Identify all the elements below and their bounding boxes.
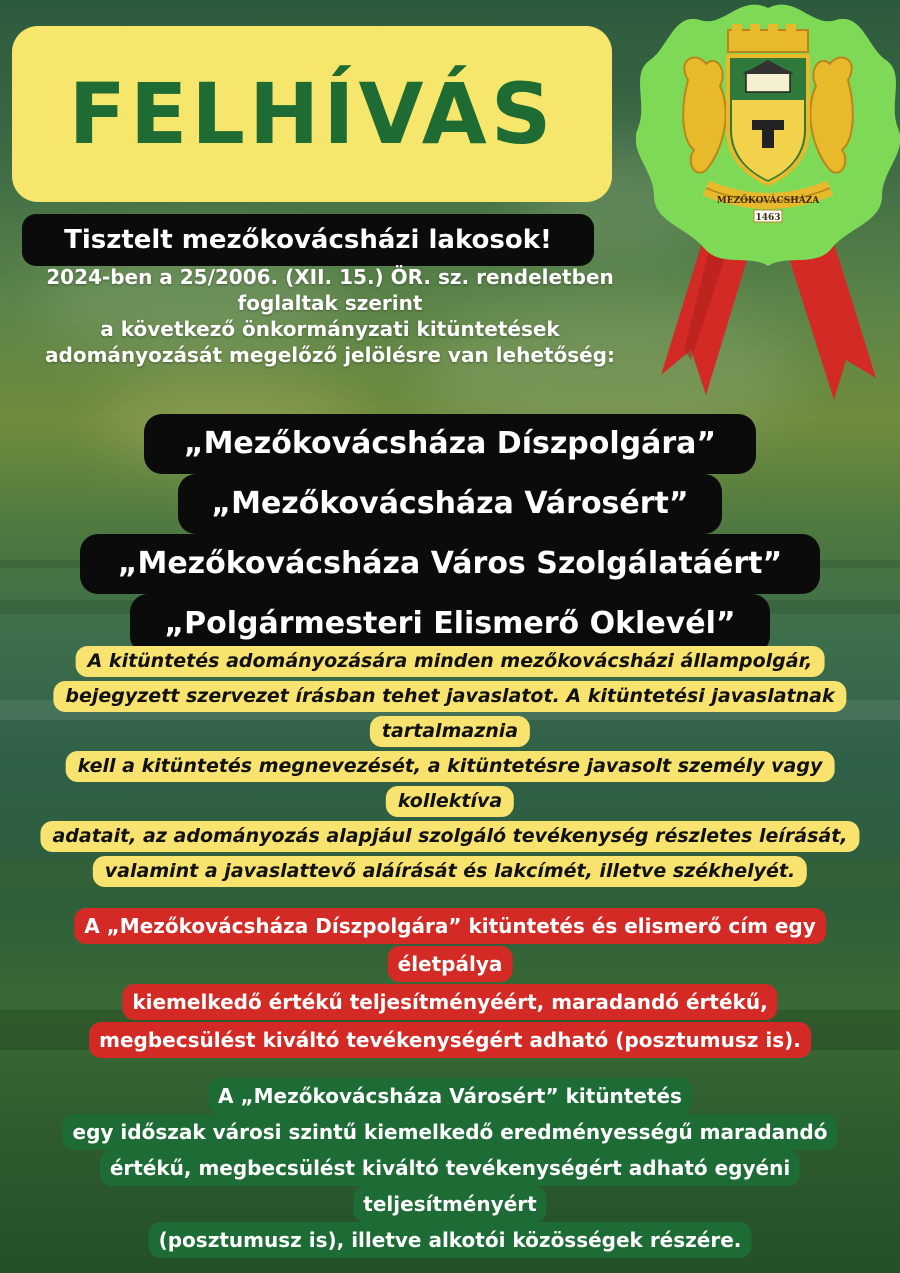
- greeting-heading: Tisztelt mezőkovácsházi lakosok!: [22, 214, 594, 266]
- intro-paragraph: [0, 264, 660, 368]
- crest-year: 1463: [755, 213, 781, 223]
- honorary-citizen-line: életpálya: [388, 946, 513, 982]
- for-the-town-line: értékű, megbecsülést kiváltó tevékenységért adható egyéni: [100, 1150, 800, 1186]
- for-the-town-line: teljesítményért: [353, 1186, 546, 1222]
- honorary-citizen-line: kiemelkedő értékű teljesítményéért, maradandó értékű,: [122, 984, 777, 1020]
- honorary-citizen-line: A „Mezőkovácsháza Díszpolgára” kitüntetés és elismerő cím egy: [74, 908, 826, 944]
- crest-town-name: MEZŐKOVÁCSHÁZA: [716, 196, 820, 206]
- nomination-line: adatait, az adományozás alapjául szolgáló tevékenység részletes leírását,: [40, 821, 859, 852]
- award-honorary-citizen: „Mezőkovácsháza Díszpolgára”: [144, 414, 756, 474]
- nomination-line: valamint a javaslattevő aláírását és lakcímét, illetve székhelyét.: [93, 856, 807, 887]
- intro-line: adományozását megelőző jelölésre van lehetőség:: [45, 343, 615, 367]
- page-title: FELHÍVÁS: [68, 65, 556, 163]
- intro-line: 2024-ben a 25/2006. (XII. 15.) ÖR. sz. rendeletben: [46, 265, 614, 289]
- award-town-service: „Mezőkovácsháza Város Szolgálatáért”: [80, 534, 820, 594]
- award-for-the-town: „Mezőkovácsháza Városért”: [178, 474, 722, 534]
- nomination-line: kollektíva: [386, 786, 514, 817]
- award-mayor-certificate: „Polgármesteri Elismerő Oklevél”: [130, 594, 770, 654]
- title-banner: [12, 26, 612, 202]
- for-the-town-line: A „Mezőkovácsháza Városért” kitüntetés: [208, 1078, 692, 1114]
- town-crest-badge: [636, 0, 900, 420]
- nomination-line: kell a kitüntetés megnevezését, a kitüntetésre javasolt személy vagy: [66, 751, 835, 782]
- for-the-town-line: egy időszak városi szintű kiemelkedő eredményességű maradandó: [63, 1114, 838, 1150]
- nomination-line: tartalmaznia: [370, 716, 530, 747]
- intro-line: foglaltak szerint: [237, 291, 423, 315]
- for-the-town-line: (posztumusz is), illetve alkotói közösségek részére.: [149, 1222, 752, 1258]
- honorary-citizen-line: megbecsülést kiváltó tevékenységért adható (posztumusz is).: [89, 1022, 811, 1058]
- nomination-line: A kitüntetés adományozására minden mezőkovácsházi állampolgár,: [76, 646, 825, 677]
- intro-line: a következő önkormányzati kitüntetések: [100, 317, 560, 341]
- nomination-line: bejegyzett szervezet írásban tehet javaslatot. A kitüntetési javaslatnak: [53, 681, 846, 712]
